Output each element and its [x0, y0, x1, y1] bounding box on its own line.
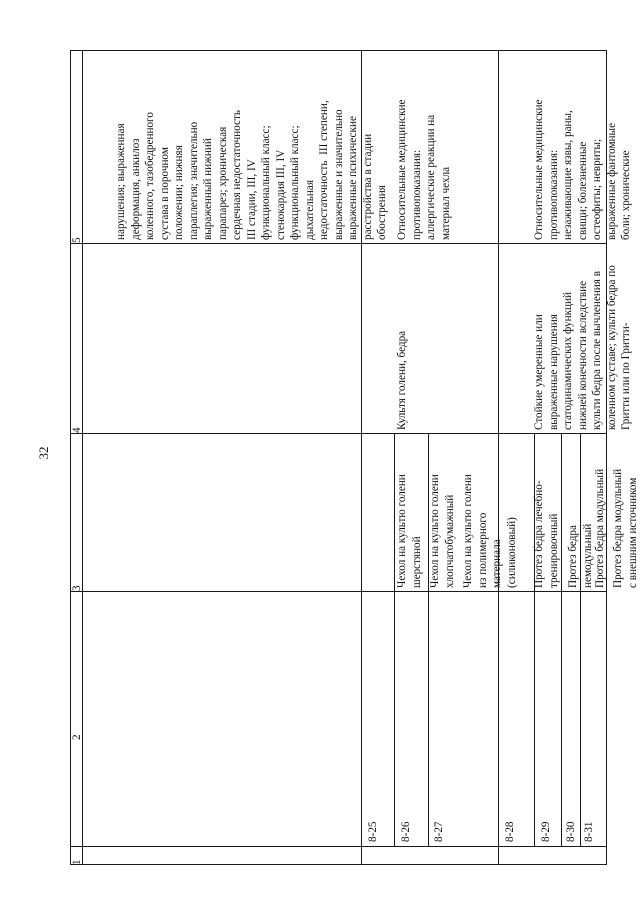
header-row-divider	[82, 50, 83, 865]
header-col-4: 4	[71, 427, 83, 433]
column-divider-2-1	[70, 846, 607, 847]
product-code: 8-31	[583, 821, 595, 842]
header-col-1: 1	[71, 859, 83, 865]
contraindications-cell: Относительные медицинские противопоказания: аллергические реакции на материал чехла	[396, 99, 452, 240]
product-name: Чехол на культю голени шерстяной	[396, 474, 423, 588]
product-code: 8-30	[565, 821, 577, 842]
contraindications-cell: Относительные медицинские противопоказания: незаживающие язвы, раны, свищи; болезненные остеофиты; невриты; выраженные фантомные боли; хронические	[533, 99, 632, 240]
product-name: Чехол на культю голени хлопчатобумажный	[429, 474, 456, 588]
header-col-3: 3	[71, 585, 83, 591]
product-name: Протез бедра модульный	[594, 468, 606, 588]
product-name: Протез бедра лечебно- тренировочный	[533, 480, 560, 588]
product-name: Протез бедра немодульный	[567, 523, 594, 588]
product-code: 8-27	[433, 821, 445, 842]
page-number: 32	[36, 446, 51, 460]
product-name: Чехол на культю голени из полимерного материала (силиконовый)	[462, 474, 518, 588]
table	[70, 50, 639, 865]
indications-cell: Культя голени, бедра	[396, 330, 408, 430]
row-divider	[498, 50, 499, 865]
header-col-5: 5	[71, 237, 83, 243]
column-divider-3-2	[70, 591, 607, 592]
product-code: 8-28	[504, 821, 516, 842]
contraindications-cell: нарушения; выраженная деформация, анкилоз коленного, тазобедренного сустава в порочном положении; нижняя параплегия; значительно выраженный нижний парапарез; хроническая сердечная недостаточность III стадии, III, IV функциональный класс; стенокардия III, IV функциональный класс; дыхательная недостаточность III степени, выраженные и значительно выраженные психические расстройства в стадии обострения	[115, 100, 388, 240]
column-divider-4-3	[70, 433, 607, 434]
product-code: 8-25	[367, 821, 379, 842]
product-code: 8-26	[400, 821, 412, 842]
column-divider-5-4	[70, 243, 607, 244]
indications-cell: Стойкие умеренные или выраженные нарушения статодинамических функций нижней конечности вследствие культи бедра после вычленения в коленном суставе; культи бедра по Гритти или по Гритти-	[533, 265, 632, 430]
table-border-bottom	[70, 864, 607, 865]
table-border-left	[70, 50, 71, 865]
header-col-2: 2	[71, 734, 83, 740]
product-code: 8-29	[540, 821, 552, 842]
table-border-top	[70, 50, 607, 51]
product-name: Протез бедра модульный с внешним источником	[612, 468, 639, 588]
